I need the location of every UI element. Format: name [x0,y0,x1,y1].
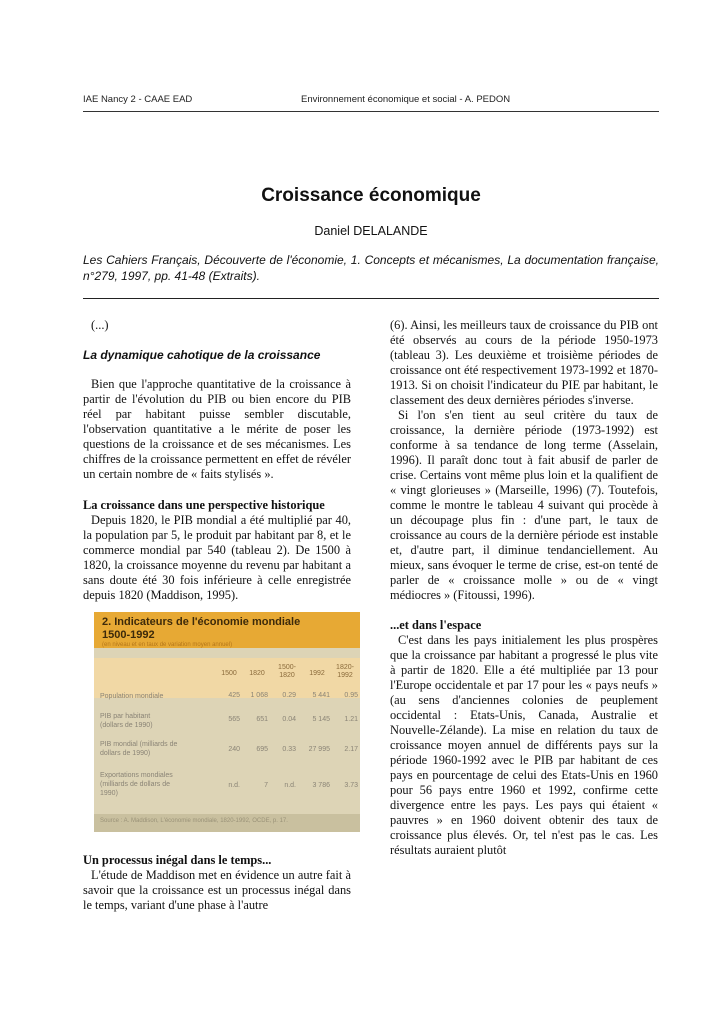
paragraph: L'étude de Maddison met en évidence un autre fait à savoir que la croissance est un processus inégal dans le temps, variant d'une phase à l'autre [83,868,351,912]
paragraph: Bien que l'approche quantitative de la croissance à partir de l'évolution du PIB ou bien encore du PIB réel par habitant puisse sembler discutable, l'observation quantitative a le mérite de poser les questions de la croissance et de ses mécanismes. Les chiffres de la croissance permettent en effet de révéler un certain nombre de « faits stylisés ». [83,377,351,481]
right-column [390,318,658,858]
column-header: 1992 [309,670,325,677]
column-header: 1500- 1820 [278,664,296,679]
table-cell: 695 [256,746,268,753]
column-header: 1820 [249,670,265,677]
ellipsis: (...) [91,318,109,332]
row-label: PIB mondial (milliards de dollars de 1990) [100,741,178,757]
table-cell: 3.73 [344,782,358,789]
paragraph: Depuis 1820, le PIB mondial a été multiplié par 40, la population par 5, le produit par habitant par 8, et le commerce mondial par 540 (tableau 2). De 1500 à 1820, la croissance moyenne du revenu par habitant a sans doute été 30 fois inférieure à celle enregistrée depuis 1820 (Maddison, 1995). [83,513,351,602]
header-divider [83,111,659,112]
table-cell: 5 145 [312,716,330,723]
table-cell: 0.33 [282,746,296,753]
table-subtitle: (en niveau et en taux de variation moyen annuel) [102,642,233,648]
table-figure [94,612,360,832]
paragraph: C'est dans les pays initialement les plus prospères que la croissance par habitant a progressé le plus vite à partir de 1820. Elle a été multipliée par 13 pour l'Europe occidentale et par 17 pour les « pays neufs » (au sens d'anciennes colonies de peuplement occidental : Etats-Unis, Canada, Australie et Nouvelle-Zélande). La mise en relation du taux de croissance moyen annuel de différents pays sur la période 1960-1992 avec le PIB par habitant de ces pays en pourcentage de celui des Etats-Unis en 1960 pour 56 pays entre 1960 et 1992, confirme cette divergence entre les pays. Les pays qui étaient « pauvres » en 1960 doivent obtenir des taux de croissance plus élevés. Or, tel n'est pas le cas. Les résultats auraient plutôt [390,633,658,857]
paragraph: Si l'on s'en tient au seul critère du taux de croissance, la dernière période (1973-1992) est conforme à sa tendance de long terme (Asselain, 1996). Il paraît donc tout à fait abusif de parler de crise. Certains vont même plus loin et la qualifient de « vingt glorieuses » (Marseille, 1996) (7). Toutefois, comme le montre le tableau 4 suivant qui procède à un découpage plus fin : d'une part, le taux de croissance au cours de la dernière période est instable et, d'autre part, il diminue tendanciellement. Au mieux, sans évoquer le terme de crise, est-on tenté de parler de « croissance molle » ou de « vingt médiocres » (Fitoussi, 1996). [390,408,658,602]
subheading: Un processus inégal dans le temps... [83,853,272,867]
header-right: Environnement économique et social - A. PEDON [301,94,511,105]
author: Daniel DELALANDE [314,224,428,238]
table-cell: 0.95 [344,692,358,699]
table-cell: 2.17 [344,746,358,753]
table-cell: 1.21 [344,716,358,723]
title-divider [83,298,659,299]
table-source: Source : A. Maddison, L'économie mondiale, 1820-1992, OCDE, p. 17. [100,818,288,824]
paragraph: (6). Ainsi, les meilleurs taux de croissance du PIB ont été observés au cours de la période 1950-1973 (tableau 3). Les deuxième et troisième périodes de croissance ont été respectivement 1973-1992 et 1870-1913. Si on choisit l'indicateur du PIE par habitant, le classement des deux dernières périodes s'inverse. [390,318,658,407]
table-cell: n.d. [284,782,296,789]
subheading: La croissance dans une perspective historique [83,498,325,512]
table-cell: 3 786 [312,782,330,789]
table-cell: 1 068 [250,692,268,699]
source-citation: Les Cahiers Français, Découverte de l'économie, 1. Concepts et mécanismes, La documentation française, n°279, 1997, pp. 41-48 (Extraits). [83,253,659,283]
table-cell: 651 [256,716,268,723]
row-label: Exportations mondiales (milliards de dollars de 1990) [100,772,173,797]
header-left: IAE Nancy 2 - CAAE EAD [83,94,193,105]
row-label: PIB par habitant (dollars de 1990) [100,713,153,729]
left-column-bottom [83,853,351,913]
table-cell: 0.29 [282,692,296,699]
table-title-period: 1500-1992 [102,629,155,641]
left-column [83,318,351,603]
table-cell: n.d. [228,782,240,789]
column-header: 1500 [221,670,237,677]
table-cell: 5 441 [312,692,330,699]
column-header: 1820- 1992 [336,664,354,679]
row-label: Population mondiale [100,693,164,700]
table-cell: 425 [228,692,240,699]
table-cell: 0.04 [282,716,296,723]
table-cell: 565 [228,716,240,723]
table-cell: 7 [264,782,268,789]
table-cell: 240 [228,746,240,753]
table-title: 2. Indicateurs de l'économie mondiale [102,616,301,628]
table-cell: 27 995 [308,746,330,753]
section-heading: La dynamique cahotique de la croissance [83,348,321,362]
subheading: ...et dans l'espace [390,618,482,632]
page-title: Croissance économique [261,185,481,206]
